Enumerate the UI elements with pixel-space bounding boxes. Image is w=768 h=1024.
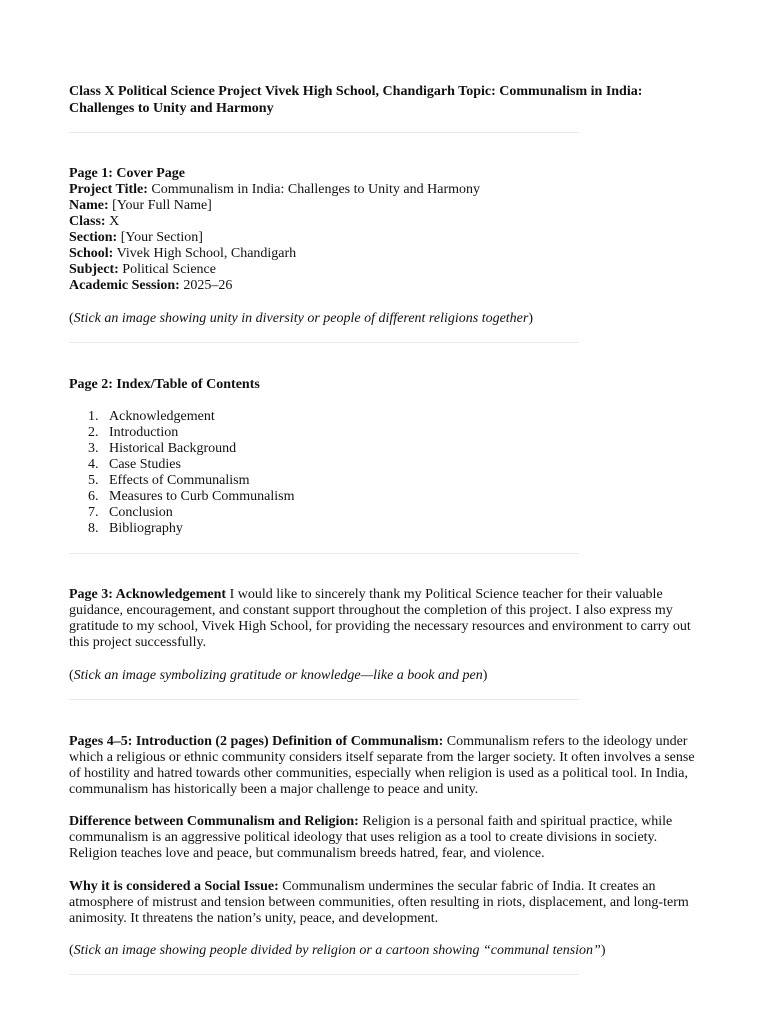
item-number: 6.: [88, 489, 99, 504]
acknowledgement-paragraph: [69, 587, 699, 651]
item-label: Conclusion: [109, 505, 173, 520]
difference-label: Difference between Communalism and Religion:: [69, 814, 359, 829]
cover-field-name: [69, 198, 699, 214]
item-number: 4.: [88, 457, 99, 472]
field-value: Vivek High School, Chandigarh: [116, 246, 297, 261]
field-value: 2025–26: [183, 278, 233, 293]
item-label: Historical Background: [109, 441, 237, 456]
item-label: Acknowledgement: [109, 409, 215, 424]
definition-label: Definition of Communalism:: [272, 734, 444, 749]
field-label: Academic Session:: [69, 278, 180, 293]
divider: [69, 342, 579, 343]
note-text: Stick an image showing unity in diversity or people of different religions together: [73, 311, 529, 326]
definition-body: Communalism refers to the ideology under which a religious or ethnic community considers itself separate from the larger society. It often involves a sense of hostility and hatred towards other communities, especially when religion is used as a political tool. In India, communalism has historically been a major challenge to peace and unity.: [69, 734, 695, 797]
item-number: 8.: [88, 521, 99, 536]
introduction-social-issue: [69, 879, 699, 927]
cover-field-class: [69, 214, 699, 230]
index-list: [69, 409, 699, 537]
list-item: [69, 473, 699, 489]
item-label: Measures to Curb Communalism: [109, 489, 295, 504]
cover-field-project-title: [69, 182, 699, 198]
introduction-definition: [69, 734, 699, 798]
cover-heading: Page 1: Cover Page: [69, 166, 185, 181]
list-item: [69, 521, 699, 537]
field-label: Name:: [69, 198, 109, 213]
cover-field-school: [69, 246, 699, 262]
item-number: 1.: [88, 409, 99, 424]
acknowledgement-image-note: (Stick an image symbolizing gratitude or knowledge—like a book and pen): [69, 668, 488, 683]
item-label: Effects of Communalism: [109, 473, 250, 488]
item-label: Introduction: [109, 425, 179, 440]
divider: [69, 699, 579, 700]
cover-field-subject: [69, 262, 699, 278]
note-text: Stick an image symbolizing gratitude or knowledge—like a book and pen: [73, 668, 483, 683]
divider: [69, 132, 579, 133]
cover-image-note: (Stick an image showing unity in diversity or people of different religions together): [69, 311, 534, 326]
social-issue-body: Communalism undermines the secular fabric of India. It creates an atmosphere of mistrust and tension between communities, often resulting in riots, displacement, and long-term animosity. It threatens the nation’s unity, peace, and development.: [69, 879, 689, 926]
list-item: [69, 505, 699, 521]
item-number: 7.: [88, 505, 99, 520]
cover-field-section: [69, 230, 699, 246]
list-item: [69, 409, 699, 425]
item-label: Bibliography: [109, 521, 183, 536]
index-heading: Page 2: Index/Table of Contents: [69, 377, 260, 392]
introduction-difference: [69, 814, 699, 862]
field-value: Communalism in India: Challenges to Unity and Harmony: [151, 182, 480, 197]
field-label: Subject:: [69, 262, 119, 277]
item-number: 2.: [88, 425, 99, 440]
field-value: X: [109, 214, 120, 229]
acknowledgement-heading: Page 3: Acknowledgement: [69, 587, 227, 602]
item-label: Case Studies: [109, 457, 181, 472]
cover-field-session: [69, 278, 699, 294]
difference-body: Religion is a personal faith and spiritual practice, while communalism is an aggressive political ideology that uses religion as a tool to create divisions in society. Religion teaches love and peace, but communalism breeds hatred, fear, and violence.: [69, 814, 673, 861]
cover-section: [69, 166, 699, 294]
social-issue-label: Why it is considered a Social Issue:: [69, 879, 279, 894]
field-label: Section:: [69, 230, 118, 245]
note-text: Stick an image showing people divided by religion or a cartoon showing “communal tension”: [73, 943, 601, 958]
list-item: [69, 441, 699, 457]
field-value: Political Science: [122, 262, 216, 277]
list-item: [69, 457, 699, 473]
list-item: [69, 425, 699, 441]
field-value: [Your Section]: [120, 230, 203, 245]
document-title: Class X Political Science Project Vivek High School, Chandigarh Topic: Communalism in India: Challenges to Unity and Harmony: [69, 84, 643, 116]
field-label: Project Title:: [69, 182, 148, 197]
field-label: School:: [69, 246, 114, 261]
divider: [69, 553, 579, 554]
introduction-image-note: (Stick an image showing people divided by religion or a cartoon showing “communal tension”): [69, 943, 606, 958]
item-number: 3.: [88, 441, 99, 456]
field-label: Class:: [69, 214, 106, 229]
divider: [69, 974, 579, 975]
field-value: [Your Full Name]: [112, 198, 212, 213]
acknowledgement-body: I would like to sincerely thank my Political Science teacher for their valuable guidance, encouragement, and constant support throughout the completion of this project. I also express my gratitude to my school, Vivek High School, for providing the necessary resources and environment to carry out this project successfully.: [69, 587, 691, 650]
list-item: [69, 489, 699, 505]
item-number: 5.: [88, 473, 99, 488]
introduction-heading: Pages 4–5: Introduction (2 pages): [69, 734, 269, 749]
